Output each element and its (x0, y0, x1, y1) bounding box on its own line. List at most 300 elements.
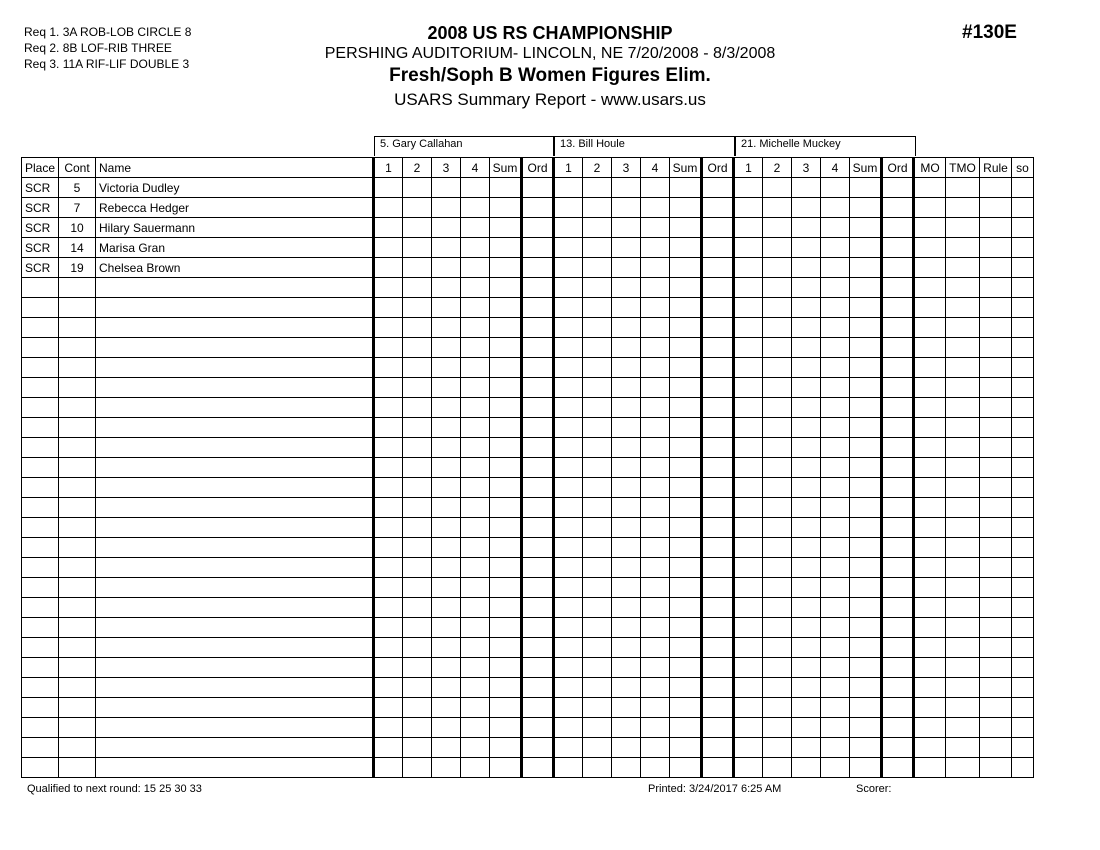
score-cell (914, 618, 946, 638)
score-cell (374, 418, 403, 438)
place-cell (22, 278, 59, 298)
table-row (22, 498, 1034, 518)
score-cell (403, 178, 432, 198)
score-cell (641, 718, 670, 738)
name-cell (96, 298, 374, 318)
score-cell (583, 638, 612, 658)
score-cell (490, 498, 522, 518)
score-cell (522, 358, 554, 378)
score-cell (792, 238, 821, 258)
score-cell (403, 458, 432, 478)
score-cell (670, 698, 702, 718)
score-cell (583, 678, 612, 698)
score-cell (763, 198, 792, 218)
score-cell (403, 278, 432, 298)
score-cell (763, 378, 792, 398)
score-cell (612, 238, 641, 258)
score-cell (821, 398, 850, 418)
score-cell (792, 598, 821, 618)
score-cell (612, 658, 641, 678)
cont-cell (59, 318, 96, 338)
score-cell (882, 198, 914, 218)
score-cell (432, 218, 461, 238)
score-cell (403, 378, 432, 398)
place-cell: SCR (22, 258, 59, 278)
score-cell (583, 238, 612, 258)
col-header-judge2-1: 1 (554, 158, 583, 178)
score-cell (850, 378, 882, 398)
name-cell (96, 718, 374, 738)
score-cell (461, 378, 490, 398)
score-cell (850, 218, 882, 238)
score-cell (792, 498, 821, 518)
score-cell (641, 478, 670, 498)
score-cell (792, 678, 821, 698)
score-cell (432, 658, 461, 678)
score-cell (461, 698, 490, 718)
score-cell (403, 638, 432, 658)
col-header-judge3-5: Sum (850, 158, 882, 178)
score-cell (490, 658, 522, 678)
score-cell (763, 238, 792, 258)
name-cell (96, 618, 374, 638)
col-header-judge1-5: Sum (490, 158, 522, 178)
score-cell (980, 658, 1012, 678)
cont-cell (59, 678, 96, 698)
score-cell (612, 178, 641, 198)
score-cell (702, 458, 734, 478)
score-cell (583, 378, 612, 398)
score-cell (763, 358, 792, 378)
score-cell (432, 558, 461, 578)
score-cell (792, 398, 821, 418)
score-cell (734, 518, 763, 538)
score-cell (792, 278, 821, 298)
cont-cell (59, 358, 96, 378)
score-cell (702, 638, 734, 658)
score-cell (850, 238, 882, 258)
score-cell (583, 278, 612, 298)
score-cell (612, 298, 641, 318)
score-cell (522, 418, 554, 438)
score-cell (641, 438, 670, 458)
score-cell (670, 598, 702, 618)
score-cell (850, 178, 882, 198)
score-cell (641, 658, 670, 678)
score-cell (522, 218, 554, 238)
col-header-judge3-1: 1 (734, 158, 763, 178)
score-cell (461, 578, 490, 598)
score-cell (1012, 318, 1034, 338)
score-cell (821, 378, 850, 398)
score-cell (946, 258, 980, 278)
score-cell (702, 198, 734, 218)
score-cell (734, 698, 763, 718)
place-cell: SCR (22, 218, 59, 238)
score-cell (702, 618, 734, 638)
score-cell (522, 598, 554, 618)
score-cell (461, 218, 490, 238)
score-cell (670, 498, 702, 518)
score-cell (461, 638, 490, 658)
score-cell (882, 558, 914, 578)
score-cell (641, 578, 670, 598)
name-cell: Hilary Sauermann (96, 218, 374, 238)
name-cell (96, 658, 374, 678)
score-cell (763, 658, 792, 678)
score-cell (702, 478, 734, 498)
score-cell (980, 298, 1012, 318)
score-cell (702, 738, 734, 758)
score-cell (792, 518, 821, 538)
score-cell (490, 338, 522, 358)
score-cell (734, 438, 763, 458)
table-row (22, 378, 1034, 398)
score-cell (792, 318, 821, 338)
score-cell (914, 418, 946, 438)
score-cell (641, 298, 670, 318)
table-row (22, 718, 1034, 738)
score-cell (554, 198, 583, 218)
score-cell (554, 578, 583, 598)
score-cell (461, 438, 490, 458)
score-cell (641, 218, 670, 238)
score-cell (670, 478, 702, 498)
score-cell (821, 698, 850, 718)
requirement-2: Req 2. 8B LOF-RIB THREE (24, 41, 172, 55)
score-cell (612, 578, 641, 598)
col-header-judge2-2: 2 (583, 158, 612, 178)
score-cell (850, 678, 882, 698)
score-cell (980, 278, 1012, 298)
score-cell (670, 178, 702, 198)
table-row (22, 698, 1034, 718)
score-cell (914, 238, 946, 258)
score-cell (734, 218, 763, 238)
score-cell (432, 438, 461, 458)
score-cell (641, 198, 670, 218)
score-cell (612, 598, 641, 618)
score-cell (1012, 658, 1034, 678)
score-cell (792, 458, 821, 478)
score-cell (670, 258, 702, 278)
score-cell (490, 458, 522, 478)
score-cell (1012, 298, 1034, 318)
score-cell (554, 258, 583, 278)
score-cell (554, 438, 583, 458)
score-cell (792, 618, 821, 638)
place-cell (22, 658, 59, 678)
score-cell (522, 438, 554, 458)
score-cell (554, 278, 583, 298)
score-cell (980, 738, 1012, 758)
score-cell (821, 558, 850, 578)
score-cell (374, 298, 403, 318)
score-cell (763, 638, 792, 658)
cont-cell (59, 498, 96, 518)
name-cell: Chelsea Brown (96, 258, 374, 278)
score-cell (612, 218, 641, 238)
score-cell (432, 198, 461, 218)
score-cell (702, 258, 734, 278)
place-cell (22, 418, 59, 438)
score-cell (374, 318, 403, 338)
score-cell (914, 498, 946, 518)
score-cell (821, 278, 850, 298)
score-cell (821, 538, 850, 558)
score-cell (522, 678, 554, 698)
cont-cell (59, 738, 96, 758)
score-cell (554, 718, 583, 738)
score-cell (612, 738, 641, 758)
score-cell (821, 638, 850, 658)
score-cell (850, 518, 882, 538)
score-cell (882, 398, 914, 418)
score-cell (490, 298, 522, 318)
place-cell (22, 338, 59, 358)
score-cell (882, 478, 914, 498)
score-cell (882, 298, 914, 318)
score-cell (461, 178, 490, 198)
score-cell (490, 518, 522, 538)
table-row (22, 458, 1034, 478)
score-cell (763, 478, 792, 498)
score-cell (980, 178, 1012, 198)
score-cell (702, 498, 734, 518)
score-cell (763, 218, 792, 238)
score-cell (583, 718, 612, 738)
score-cell (522, 318, 554, 338)
score-cell (612, 538, 641, 558)
score-cell (670, 298, 702, 318)
score-cell (432, 258, 461, 278)
score-cell (914, 558, 946, 578)
score-cell (946, 358, 980, 378)
score-cell (641, 558, 670, 578)
name-cell (96, 478, 374, 498)
printed-line: Printed: 3/24/2017 6:25 AM (648, 783, 782, 795)
score-cell (946, 718, 980, 738)
score-cell (763, 418, 792, 438)
score-cell (490, 718, 522, 738)
score-cell (821, 318, 850, 338)
score-cell (554, 338, 583, 358)
score-cell (432, 698, 461, 718)
name-cell (96, 418, 374, 438)
score-cell (403, 558, 432, 578)
score-cell (702, 178, 734, 198)
score-cell (490, 398, 522, 418)
score-cell (554, 238, 583, 258)
place-cell (22, 358, 59, 378)
score-cell (554, 558, 583, 578)
cont-cell (59, 338, 96, 358)
score-cell (980, 338, 1012, 358)
score-cell (882, 538, 914, 558)
name-cell (96, 318, 374, 338)
score-cell (670, 658, 702, 678)
score-cell (882, 218, 914, 238)
score-cell (821, 518, 850, 538)
score-cell (821, 298, 850, 318)
score-cell (522, 758, 554, 778)
score-cell (1012, 178, 1034, 198)
score-cell (946, 338, 980, 358)
score-cell (641, 458, 670, 478)
score-cell (612, 618, 641, 638)
score-cell (522, 238, 554, 258)
table-row (22, 318, 1034, 338)
score-cell (612, 558, 641, 578)
score-cell (403, 418, 432, 438)
score-cell (792, 558, 821, 578)
score-cell (1012, 558, 1034, 578)
score-cell (641, 678, 670, 698)
score-cell (432, 578, 461, 598)
score-cell (702, 758, 734, 778)
score-cell (522, 258, 554, 278)
table-row (22, 538, 1034, 558)
score-cell (702, 578, 734, 598)
score-cell (374, 238, 403, 258)
score-cell (461, 198, 490, 218)
cont-cell (59, 418, 96, 438)
score-cell (583, 338, 612, 358)
score-cell (882, 338, 914, 358)
name-cell (96, 278, 374, 298)
score-cell (403, 678, 432, 698)
name-cell: Rebecca Hedger (96, 198, 374, 218)
score-cell (702, 278, 734, 298)
score-cell (670, 358, 702, 378)
score-cell (554, 178, 583, 198)
score-cell (461, 738, 490, 758)
score-cell (522, 578, 554, 598)
score-cell (850, 698, 882, 718)
score-cell (1012, 518, 1034, 538)
score-cell (914, 578, 946, 598)
score-cell (792, 258, 821, 278)
score-cell (641, 538, 670, 558)
score-cell (946, 418, 980, 438)
col-header-judge1-4: 4 (461, 158, 490, 178)
score-cell (1012, 698, 1034, 718)
score-cell (374, 218, 403, 238)
score-cell (702, 558, 734, 578)
score-cell (403, 738, 432, 758)
col-header-judge3-4: 4 (821, 158, 850, 178)
score-cell (821, 358, 850, 378)
score-cell (946, 518, 980, 538)
score-cell (882, 418, 914, 438)
score-cell (946, 638, 980, 658)
score-cell (554, 458, 583, 478)
score-cell (850, 558, 882, 578)
score-cell (461, 418, 490, 438)
score-cell (1012, 418, 1034, 438)
score-cell (734, 278, 763, 298)
place-cell: SCR (22, 198, 59, 218)
score-cell (914, 738, 946, 758)
score-cell (490, 198, 522, 218)
score-cell (946, 558, 980, 578)
cont-cell (59, 758, 96, 778)
score-cell (583, 298, 612, 318)
score-cell (432, 338, 461, 358)
score-cell (734, 318, 763, 338)
cont-cell (59, 578, 96, 598)
score-cell (374, 618, 403, 638)
score-cell (374, 438, 403, 458)
score-cell (461, 478, 490, 498)
score-cell (792, 538, 821, 558)
score-cell (946, 578, 980, 598)
score-cell (914, 698, 946, 718)
score-cell (914, 478, 946, 498)
score-cell (432, 178, 461, 198)
place-cell (22, 678, 59, 698)
score-cell (980, 218, 1012, 238)
score-cell (1012, 378, 1034, 398)
score-cell (914, 218, 946, 238)
col-header-judge2-5: Sum (670, 158, 702, 178)
score-cell (461, 398, 490, 418)
name-cell (96, 458, 374, 478)
place-cell (22, 598, 59, 618)
score-cell (702, 718, 734, 738)
score-cell (946, 318, 980, 338)
score-cell (1012, 538, 1034, 558)
score-cell (583, 618, 612, 638)
col-header-name: Name (96, 158, 374, 178)
score-cell (522, 718, 554, 738)
place-cell (22, 378, 59, 398)
table-row (22, 398, 1034, 418)
score-cell (763, 578, 792, 598)
cont-cell (59, 618, 96, 638)
score-cell (583, 498, 612, 518)
score-cell (702, 338, 734, 358)
score-cell (432, 358, 461, 378)
score-cell (946, 198, 980, 218)
score-cell (670, 338, 702, 358)
score-cell (763, 738, 792, 758)
score-cell (374, 358, 403, 378)
score-cell (432, 278, 461, 298)
score-cell (980, 678, 1012, 698)
name-cell (96, 578, 374, 598)
score-cell (850, 758, 882, 778)
score-cell (1012, 258, 1034, 278)
score-cell (522, 178, 554, 198)
cont-cell (59, 398, 96, 418)
score-cell (612, 278, 641, 298)
score-cell (374, 278, 403, 298)
score-cell (641, 318, 670, 338)
score-cell (946, 538, 980, 558)
score-cell (946, 178, 980, 198)
score-cell (612, 458, 641, 478)
score-cell (490, 738, 522, 758)
score-cell (403, 538, 432, 558)
score-cell (882, 618, 914, 638)
score-cell (403, 658, 432, 678)
score-cell (670, 638, 702, 658)
score-cell (522, 458, 554, 478)
score-cell (554, 218, 583, 238)
score-cell (461, 358, 490, 378)
score-cell (490, 178, 522, 198)
